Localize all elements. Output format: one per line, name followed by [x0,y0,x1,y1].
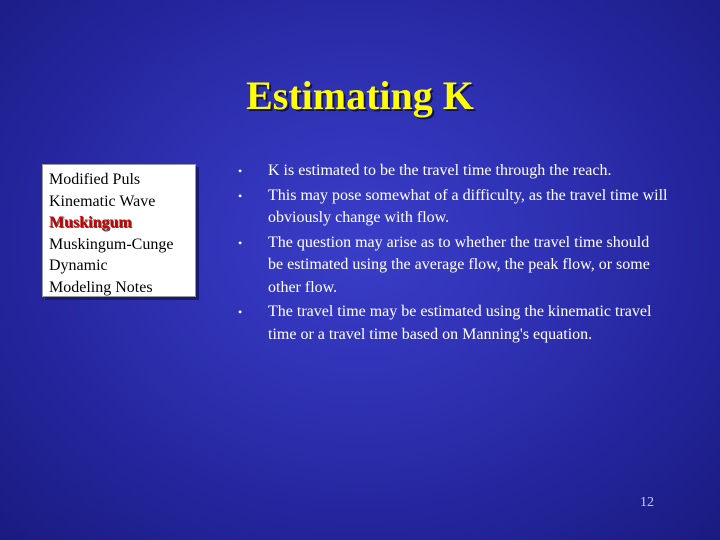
nav-item-dynamic[interactable]: Dynamic [49,257,108,274]
bullet-marker: • [238,188,243,203]
nav-item-modeling-notes[interactable]: Modeling Notes [49,278,153,296]
nav-item-muskingum-cunge[interactable]: Muskingum-Cunge [49,235,174,253]
topic-navigation-box [42,164,196,297]
bullet-list [238,160,668,346]
bullet-item [238,301,668,346]
bullet-marker: • [238,164,243,178]
page-number: 12 [640,495,654,510]
bullet-marker: • [238,235,243,250]
bullet-text: The question may arise as to whether the travel time should be estimated using the average flow, the peak flow, or some other flow. [268,233,650,296]
nav-item-kinematic-wave[interactable]: Kinematic Wave [49,192,156,210]
nav-item-muskingum[interactable]: Muskingum [49,214,132,231]
bullet-text: The travel time may be estimated using the kinematic travel time or a travel time based on Manning's equation. [268,303,652,343]
slide-title: Estimating K [246,73,474,118]
bullet-marker: • [238,305,243,319]
bullet-item [238,160,668,183]
bullet-item [238,232,668,300]
bullet-text: This may pose somewhat of a difficulty, as the travel time will obviously change with flow. [268,186,668,226]
bullet-item [238,185,668,230]
bullet-text: K is estimated to be the travel time through the reach. [268,162,612,179]
nav-item-modified-puls[interactable]: Modified Puls [49,171,141,188]
